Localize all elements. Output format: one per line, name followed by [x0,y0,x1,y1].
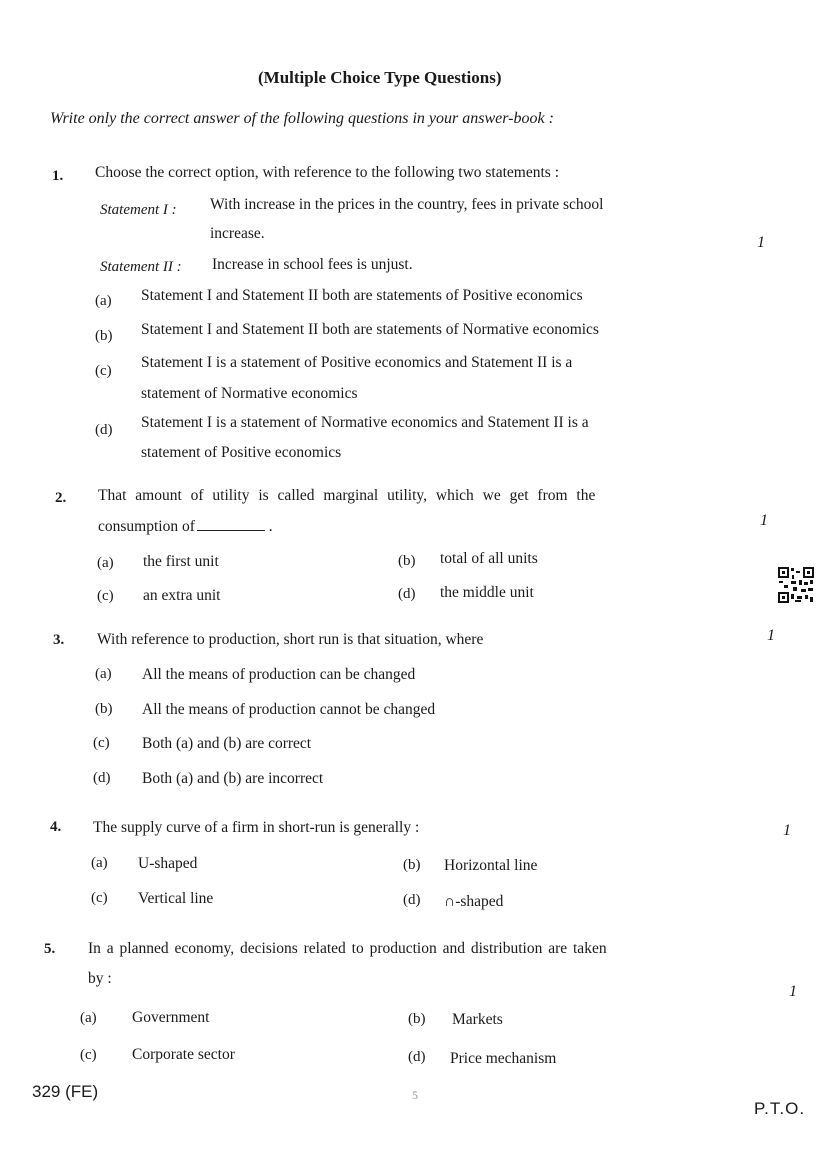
option-label: (b) [403,857,421,873]
question-number: 3. [53,632,65,648]
option-label: (a) [80,1010,97,1026]
option-text: Horizontal line [444,857,538,874]
option-text: Statement I is a statement of Positive economics and Statement II is a [141,354,573,371]
qr-code-icon [777,566,815,604]
marks: 1 [783,822,791,839]
option-label: (d) [95,422,113,438]
option-label: (c) [97,588,114,604]
question-text-cont-label: consumption of [98,518,195,535]
option-label: (b) [398,553,416,569]
option-text: All the means of production cannot be changed [142,701,436,718]
option-label: (b) [408,1011,426,1027]
option-label: (a) [97,555,114,571]
statement-1-label: Statement I : [100,202,177,218]
question-text: That amount of utility is called marginal utility, which we get from the [98,487,596,504]
paper-code: 329 (FE) [32,1082,99,1101]
option-text: the middle unit [440,584,534,601]
option-label: (a) [95,666,112,682]
question-number: 2. [55,490,67,506]
question-text: Choose the correct option, with reference to the following two statements : [95,164,560,181]
question-number: 5. [44,941,56,957]
pto-mark: P.T.O. [754,1099,806,1118]
option-text: Both (a) and (b) are incorrect [142,770,324,787]
section-title: (Multiple Choice Type Questions) [258,68,502,87]
option-text: Markets [452,1011,503,1028]
option-text: Statement I and Statement II both are statements of Normative economics [141,321,599,338]
option-text-cont: statement of Normative economics [141,385,358,402]
question-number: 4. [50,819,62,835]
answer-blank [197,518,265,531]
question-text: The supply curve of a firm in short-run is generally : [93,819,420,836]
option-text: Corporate sector [132,1046,235,1063]
question-text-cont: by : [88,970,112,987]
option-text: Statement I and Statement II both are statements of Positive economics [141,287,583,304]
option-text: Statement I is a statement of Normative economics and Statement II is a [141,414,589,431]
marks: 1 [760,512,768,529]
statement-2-label: Statement II : [100,259,182,275]
option-text: Vertical line [138,890,214,907]
option-label: (c) [91,890,108,906]
option-text: an extra unit [143,587,221,604]
marks: 1 [757,234,765,251]
option-text-cont: statement of Positive economics [141,444,342,461]
option-label: (b) [95,701,113,717]
statement-2-text: Increase in school fees is unjust. [212,256,413,273]
option-text: Price mechanism [450,1050,557,1067]
instruction: Write only the correct answer of the following questions in your answer-book : [50,110,554,127]
option-label: (c) [93,735,110,751]
question-text-cont [98,518,273,536]
option-label: (a) [95,293,112,309]
option-label: (d) [408,1049,426,1065]
page-number: 5 [412,1088,418,1102]
statement-1-text-cont: increase. [210,225,265,242]
option-label: (d) [93,770,111,786]
question-number: 1. [52,168,64,184]
option-label: (c) [95,363,112,379]
option-label: (a) [91,855,108,871]
statement-1-text: With increase in the prices in the country, fees in private school [210,196,604,213]
option-text: U-shaped [138,855,198,872]
marks: 1 [767,627,775,644]
option-text: the first unit [143,553,219,570]
option-label: (d) [403,892,421,908]
question-text: In a planned economy, decisions related to production and distribution are taken [88,940,607,957]
option-label: (d) [398,586,416,602]
option-text: All the means of production can be changed [142,666,416,683]
option-text: total of all units [440,550,538,567]
question-text: With reference to production, short run is that situation, where [97,631,484,648]
option-text: Government [132,1009,210,1026]
option-text: Both (a) and (b) are correct [142,735,312,752]
option-label: (b) [95,328,113,344]
option-label: (c) [80,1047,97,1063]
blank-end: . [264,518,273,535]
option-text: ∩-shaped [444,893,504,910]
marks: 1 [789,983,797,1000]
